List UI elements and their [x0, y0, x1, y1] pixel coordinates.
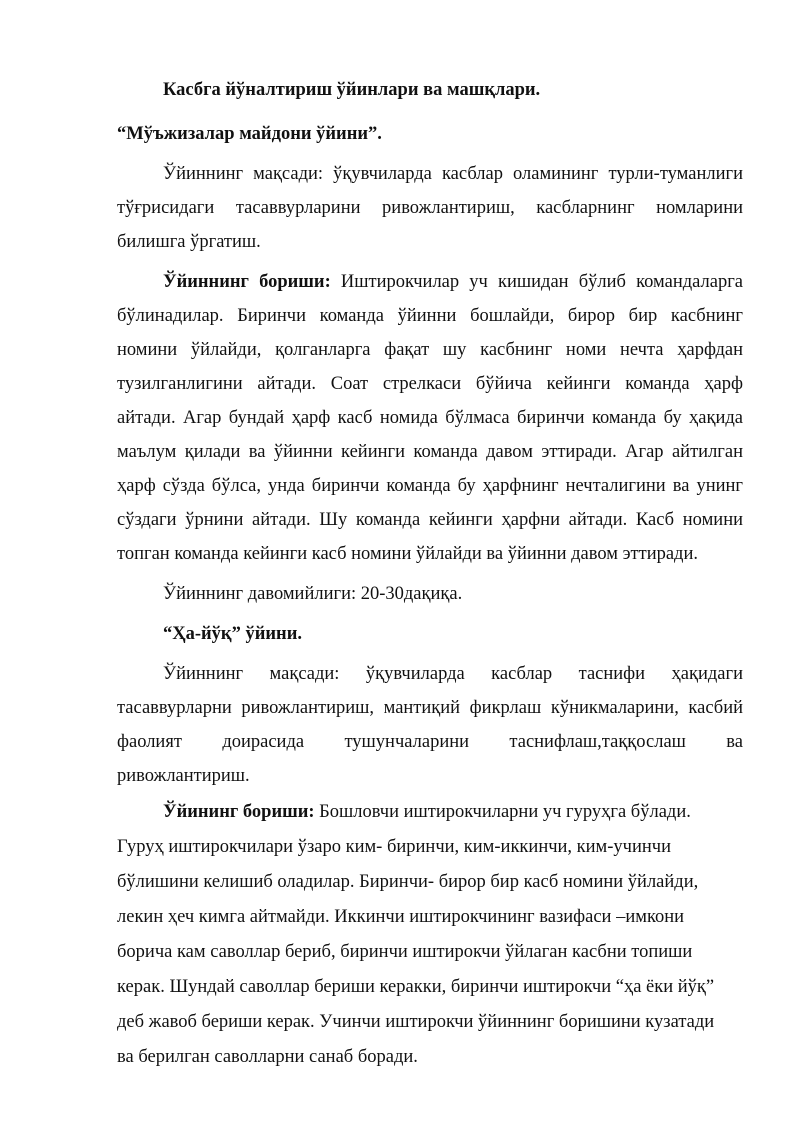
game2-process-line: борича кам саволлар бериб, биринчи иштирокчи ўйлаган касбни топиши — [117, 942, 693, 962]
game1-process-line: сўздаги ўрнини айтади. Шу команда кейинги ҳарфни айтади. Касб номини — [117, 510, 743, 530]
game1-process-line: айтади. Агар бундай ҳарф касб номида бўлмаса биринчи команда бу ҳақида — [117, 408, 743, 428]
document-heading: Касбга йўналтириш ўйинлари ва машқлари. — [163, 80, 541, 100]
game1-process-line: топган команда кейинги касб номини ўйлайди ва ўйинни давом эттиради. — [117, 544, 698, 564]
game2-goal-line: тасаввурларни ривожлантириш, мантиқий фикрлаш кўникмаларини, касбий — [117, 698, 743, 718]
game2-process-line: Гуруҳ иштирокчилари ўзаро ким- биринчи, ким-иккинчи, ким-учинчи — [117, 837, 671, 857]
game1-title: “Мўъжизалар майдони ўйини”. — [117, 124, 382, 144]
game1-goal-line: Ўйиннинг мақсади: ўқувчиларда касблар оламининг турли-туманлиги — [163, 164, 743, 184]
game2-title: “Ҳа-йўқ” ўйини. — [163, 624, 302, 644]
game1-process-line: маълум қилади ва ўйинни кейинги команда давом эттиради. Агар айтилган — [117, 442, 743, 462]
game1-process-line: тузилганлигини айтади. Соат стрелкаси бўйича кейинги команда ҳарф — [117, 374, 743, 394]
game2-process-text: Бошловчи иштирокчиларни уч гуруҳга бўлади. — [319, 802, 691, 822]
game1-process-line: бўлинадилар. Биринчи команда ўйинни бошлайди, бирор бир касбнинг — [117, 306, 743, 326]
game1-goal-line: тўғрисидаги тасаввурларини ривожлантириш, касбларнинг номларини — [117, 198, 743, 218]
game1-duration: Ўйиннинг давомийлиги: 20-30дақиқа. — [163, 584, 463, 604]
game2-goal-line: фаолият доирасида тушунчаларини таснифлаш,таққослаш ва — [117, 732, 743, 752]
game2-process-label: Ўйининг бориши: — [163, 802, 315, 822]
game1-process-label: Ўйиннинг бориши: — [163, 272, 331, 292]
game1-process-line: номини ўйлайди, қолганларга фақат шу касбнинг номи нечта ҳарфдан — [117, 340, 743, 360]
game1-process-text: Иштирокчилар уч кишидан бўлиб командаларга — [340, 272, 743, 292]
game2-process-line: деб жавоб бериши керак. Учинчи иштирокчи ўйиннинг боришини кузатади — [117, 1012, 715, 1032]
game2-goal-line: Ўйиннинг мақсади: ўқувчиларда касблар таснифи ҳақидаги — [163, 664, 743, 684]
game2-goal-line: ривожлантириш. — [117, 766, 250, 786]
game2-process-line: бўлишини келишиб оладилар. Биринчи- бирор бир касб номини ўйлайди, — [117, 872, 699, 892]
game1-goal-line: билишга ўргатиш. — [117, 232, 261, 252]
game2-process-line: керак. Шундай саволлар бериши керакки, биринчи иштирокчи “ҳа ёки йўқ” — [117, 977, 715, 997]
game1-process-line: ҳарф сўзда бўлса, унда биринчи команда бу ҳарфнинг нечталигини ва унинг — [117, 476, 743, 496]
game1-process-first-line — [163, 270, 743, 294]
game2-process-first-line — [163, 800, 743, 824]
game2-process-line: ва берилган саволларни санаб боради. — [117, 1047, 418, 1067]
game2-process-line: лекин ҳеч кимга айтмайди. Иккинчи иштирокчининг вазифаси –имкони — [117, 907, 685, 927]
